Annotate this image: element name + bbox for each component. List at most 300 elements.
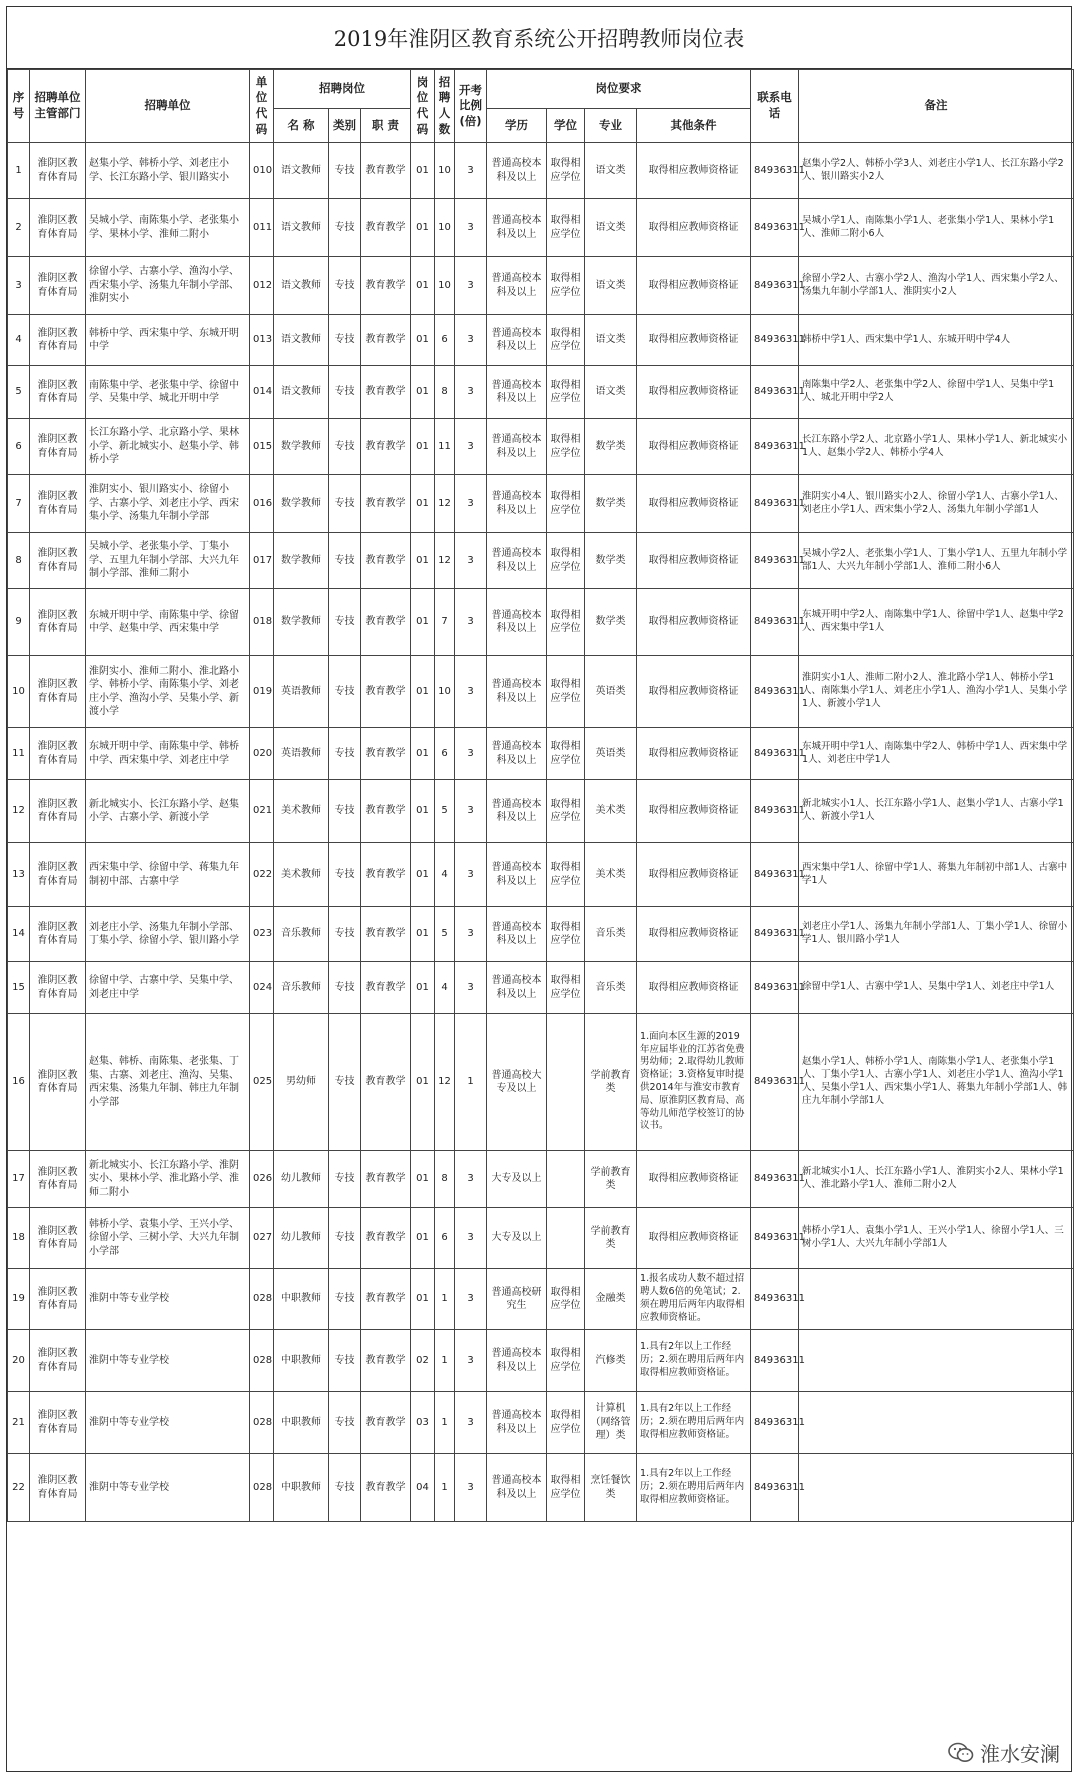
cell-ratio: 3 (455, 1330, 487, 1392)
cell-edu: 普通高校本科及以上 (487, 533, 547, 589)
cell-dept: 淮阴区教育体育局 (30, 843, 86, 907)
cell-edu: 普通高校本科及以上 (487, 907, 547, 962)
cell-major: 烹饪餐饮类 (585, 1454, 637, 1522)
cell-seq: 4 (8, 315, 30, 366)
cell-pos-name: 语文教师 (274, 143, 329, 199)
cell-note: 新北城实小1人、长江东路小学1人、赵集小学1人、古寨小学1人、新渡小学1人 (799, 780, 1074, 843)
cell-dept: 淮阴区教育体育局 (30, 1330, 86, 1392)
cell-phone: 84936311 (751, 1454, 799, 1522)
cell-pos-code: 01 (411, 907, 435, 962)
cell-degree: 取得相应学位 (547, 843, 585, 907)
header-dept: 招聘单位主管部门 (30, 70, 86, 143)
cell-unit-code: 010 (250, 143, 274, 199)
header-pos-code: 岗位代码 (411, 70, 435, 143)
cell-unit: 徐留小学、古寨小学、渔沟小学、西宋集小学、汤集九年制小学部、淮阴实小 (86, 257, 250, 315)
cell-unit-code: 027 (250, 1208, 274, 1269)
cell-note: 刘老庄小学1人、汤集九年制小学部1人、丁集小学1人、徐留小学1人、银川路小学1人 (799, 907, 1074, 962)
cell-seq: 1 (8, 143, 30, 199)
header-requirements-group: 岗位要求 (487, 70, 751, 109)
cell-count: 10 (435, 257, 455, 315)
cell-degree: 取得相应学位 (547, 475, 585, 533)
cell-degree (547, 1014, 585, 1151)
cell-count: 10 (435, 143, 455, 199)
cell-count: 6 (435, 315, 455, 366)
cell-note: 赵集小学1人、韩桥小学1人、南陈集小学1人、老张集小学1人、丁集小学1人、古寨小学1人、刘老庄小学1人、渔沟小学1人、吴集小学1人、西宋集小学1人、蒋集九年制小学部1人、韩庄九年制小学部1人 (799, 1014, 1074, 1151)
cell-ratio: 3 (455, 366, 487, 419)
cell-ratio: 3 (455, 1269, 487, 1330)
cell-ratio: 3 (455, 907, 487, 962)
cell-degree (547, 1208, 585, 1269)
cell-pos-code: 01 (411, 475, 435, 533)
cell-degree: 取得相应学位 (547, 907, 585, 962)
cell-note: 淮阴实小1人、淮师二附小2人、淮北路小学1人、韩桥小学1人、南陈集小学1人、刘老庄小学1人、渔沟小学1人、吴集小学1人、新渡小学1人 (799, 656, 1074, 728)
cell-seq: 2 (8, 199, 30, 257)
table-row (8, 780, 1074, 843)
cell-unit: 西宋集中学、徐留中学、蒋集九年制初中部、古寨中学 (86, 843, 250, 907)
cell-count: 10 (435, 656, 455, 728)
table-row (8, 589, 1074, 656)
cell-count: 12 (435, 475, 455, 533)
cell-ratio: 1 (455, 1014, 487, 1151)
cell-pos-duty: 教育教学 (361, 780, 411, 843)
cell-edu: 普通高校本科及以上 (487, 419, 547, 475)
cell-unit: 刘老庄小学、汤集九年制小学部、丁集小学、徐留小学、银川路小学 (86, 907, 250, 962)
cell-ratio: 3 (455, 143, 487, 199)
cell-major: 音乐类 (585, 907, 637, 962)
cell-unit: 南陈集中学、老张集中学、徐留中学、吴集中学、城北开明中学 (86, 366, 250, 419)
cell-ratio: 3 (455, 1454, 487, 1522)
cell-phone: 84936311 (751, 1392, 799, 1454)
cell-degree: 取得相应学位 (547, 315, 585, 366)
cell-unit-code: 013 (250, 315, 274, 366)
cell-pos-name: 中职教师 (274, 1269, 329, 1330)
cell-major: 数学类 (585, 419, 637, 475)
table-row (8, 143, 1074, 199)
cell-dept: 淮阴区教育体育局 (30, 1014, 86, 1151)
header-unit-code: 单位代码 (250, 70, 274, 143)
cell-pos-code: 01 (411, 315, 435, 366)
cell-note: 徐留中学1人、古寨中学1人、吴集中学1人、刘老庄中学1人 (799, 962, 1074, 1014)
cell-count: 1 (435, 1269, 455, 1330)
cell-pos-duty: 教育教学 (361, 656, 411, 728)
cell-unit: 韩桥中学、西宋集中学、东城开明中学 (86, 315, 250, 366)
cell-pos-type: 专技 (329, 1151, 361, 1208)
cell-pos-type: 专技 (329, 366, 361, 419)
cell-major: 英语类 (585, 728, 637, 780)
header-pos-duty: 职 责 (361, 109, 411, 143)
cell-note (799, 1454, 1074, 1522)
cell-degree: 取得相应学位 (547, 780, 585, 843)
cell-note: 韩桥中学1人、西宋集中学1人、东城开明中学4人 (799, 315, 1074, 366)
cell-edu: 普通高校本科及以上 (487, 1392, 547, 1454)
cell-pos-duty: 教育教学 (361, 1454, 411, 1522)
cell-major: 汽修类 (585, 1330, 637, 1392)
cell-pos-duty: 教育教学 (361, 533, 411, 589)
table-row (8, 1392, 1074, 1454)
cell-seq: 10 (8, 656, 30, 728)
cell-degree: 取得相应学位 (547, 1330, 585, 1392)
cell-edu: 普通高校研究生 (487, 1269, 547, 1330)
cell-pos-duty: 教育教学 (361, 475, 411, 533)
cell-ratio: 3 (455, 315, 487, 366)
cell-degree: 取得相应学位 (547, 257, 585, 315)
cell-edu: 普通高校本科及以上 (487, 1454, 547, 1522)
cell-unit: 吴城小学、老张集小学、丁集小学、五里九年制小学部、大兴九年制小学部、淮师二附小 (86, 533, 250, 589)
cell-dept: 淮阴区教育体育局 (30, 143, 86, 199)
cell-unit-code: 020 (250, 728, 274, 780)
recruitment-sheet (6, 6, 1072, 1772)
cell-seq: 17 (8, 1151, 30, 1208)
header-major: 专业 (585, 109, 637, 143)
cell-unit: 东城开明中学、南陈集中学、徐留中学、赵集中学、西宋集中学 (86, 589, 250, 656)
cell-ratio: 3 (455, 533, 487, 589)
cell-major: 计算机（网络管理）类 (585, 1392, 637, 1454)
cell-pos-type: 专技 (329, 419, 361, 475)
cell-pos-code: 01 (411, 419, 435, 475)
cell-pos-code: 01 (411, 656, 435, 728)
table-row (8, 366, 1074, 419)
cell-count: 11 (435, 419, 455, 475)
cell-seq: 14 (8, 907, 30, 962)
cell-phone: 84936311 (751, 533, 799, 589)
cell-major: 美术类 (585, 843, 637, 907)
cell-pos-name: 美术教师 (274, 843, 329, 907)
cell-dept: 淮阴区教育体育局 (30, 1454, 86, 1522)
cell-pos-name: 男幼师 (274, 1014, 329, 1151)
cell-note: 新北城实小1人、长江东路小学1人、淮阴实小2人、果林小学1人、淮北路小学1人、淮师二附小2人 (799, 1151, 1074, 1208)
cell-phone: 84936311 (751, 315, 799, 366)
cell-pos-name: 中职教师 (274, 1330, 329, 1392)
cell-unit-code: 028 (250, 1392, 274, 1454)
cell-pos-name: 中职教师 (274, 1392, 329, 1454)
cell-degree: 取得相应学位 (547, 199, 585, 257)
cell-pos-duty: 教育教学 (361, 366, 411, 419)
cell-other: 取得相应教师资格证 (637, 257, 751, 315)
cell-count: 5 (435, 907, 455, 962)
table-row (8, 315, 1074, 366)
header-other: 其他条件 (637, 109, 751, 143)
cell-phone: 84936311 (751, 656, 799, 728)
cell-note: 南陈集中学2人、老张集中学2人、徐留中学1人、吴集中学1人、城北开明中学2人 (799, 366, 1074, 419)
cell-phone: 84936311 (751, 589, 799, 656)
cell-unit: 淮阴实小、银川路实小、徐留小学、古寨小学、刘老庄小学、西宋集小学、汤集九年制小学部 (86, 475, 250, 533)
cell-major: 金融类 (585, 1269, 637, 1330)
cell-pos-type: 专技 (329, 962, 361, 1014)
cell-pos-type: 专技 (329, 1269, 361, 1330)
cell-seq: 9 (8, 589, 30, 656)
cell-count: 7 (435, 589, 455, 656)
cell-pos-code: 01 (411, 589, 435, 656)
cell-unit-code: 016 (250, 475, 274, 533)
cell-count: 8 (435, 1151, 455, 1208)
cell-pos-name: 数学教师 (274, 419, 329, 475)
cell-unit: 新北城实小、长江东路小学、赵集小学、古寨小学、新渡小学 (86, 780, 250, 843)
cell-edu: 普通高校本科及以上 (487, 475, 547, 533)
cell-unit-code: 019 (250, 656, 274, 728)
cell-seq: 6 (8, 419, 30, 475)
cell-note: 东城开明中学1人、南陈集中学2人、韩桥中学1人、西宋集中学1人、刘老庄中学1人 (799, 728, 1074, 780)
cell-pos-name: 幼儿教师 (274, 1151, 329, 1208)
cell-unit-code: 015 (250, 419, 274, 475)
cell-degree: 取得相应学位 (547, 962, 585, 1014)
table-row (8, 419, 1074, 475)
cell-pos-duty: 教育教学 (361, 1330, 411, 1392)
cell-dept: 淮阴区教育体育局 (30, 780, 86, 843)
table-row (8, 962, 1074, 1014)
cell-other: 取得相应教师资格证 (637, 728, 751, 780)
cell-unit: 淮阴中等专业学校 (86, 1392, 250, 1454)
cell-count: 6 (435, 1208, 455, 1269)
cell-other: 1.具有2年以上工作经历；2.须在聘用后两年内取得相应教师资格证。 (637, 1330, 751, 1392)
cell-pos-duty: 教育教学 (361, 1269, 411, 1330)
cell-pos-code: 01 (411, 257, 435, 315)
cell-major: 美术类 (585, 780, 637, 843)
cell-seq: 8 (8, 533, 30, 589)
header-pos-type: 类别 (329, 109, 361, 143)
cell-phone: 84936311 (751, 1330, 799, 1392)
cell-ratio: 3 (455, 419, 487, 475)
cell-seq: 13 (8, 843, 30, 907)
cell-pos-duty: 教育教学 (361, 257, 411, 315)
cell-note: 东城开明中学2人、南陈集中学1人、徐留中学1人、赵集中学2人、西宋集中学1人 (799, 589, 1074, 656)
table-row (8, 1330, 1074, 1392)
cell-dept: 淮阴区教育体育局 (30, 1151, 86, 1208)
cell-pos-name: 英语教师 (274, 656, 329, 728)
cell-pos-name: 数学教师 (274, 533, 329, 589)
cell-other: 取得相应教师资格证 (637, 475, 751, 533)
cell-unit: 长江东路小学、北京路小学、果林小学、新北城实小、赵集小学、韩桥小学 (86, 419, 250, 475)
table-row (8, 1151, 1074, 1208)
cell-phone: 84936311 (751, 780, 799, 843)
cell-pos-type: 专技 (329, 143, 361, 199)
cell-other: 取得相应教师资格证 (637, 656, 751, 728)
cell-other: 取得相应教师资格证 (637, 1151, 751, 1208)
table-row (8, 199, 1074, 257)
cell-note (799, 1330, 1074, 1392)
cell-dept: 淮阴区教育体育局 (30, 366, 86, 419)
cell-unit-code: 018 (250, 589, 274, 656)
cell-pos-type: 专技 (329, 533, 361, 589)
cell-other: 1.具有2年以上工作经历；2.须在聘用后两年内取得相应教师资格证。 (637, 1454, 751, 1522)
cell-edu: 普通高校本科及以上 (487, 589, 547, 656)
cell-seq: 16 (8, 1014, 30, 1151)
cell-major: 语文类 (585, 199, 637, 257)
cell-pos-duty: 教育教学 (361, 1208, 411, 1269)
cell-pos-code: 04 (411, 1454, 435, 1522)
cell-pos-type: 专技 (329, 1014, 361, 1151)
table-row (8, 907, 1074, 962)
table-row (8, 533, 1074, 589)
cell-ratio: 3 (455, 728, 487, 780)
cell-seq: 7 (8, 475, 30, 533)
cell-pos-duty: 教育教学 (361, 843, 411, 907)
cell-pos-name: 语文教师 (274, 199, 329, 257)
cell-pos-code: 01 (411, 728, 435, 780)
cell-note: 长江东路小学2人、北京路小学1人、果林小学1人、新北城实小1人、赵集小学2人、韩桥小学4人 (799, 419, 1074, 475)
cell-ratio: 3 (455, 656, 487, 728)
cell-seq: 11 (8, 728, 30, 780)
cell-dept: 淮阴区教育体育局 (30, 199, 86, 257)
cell-edu: 普通高校本科及以上 (487, 780, 547, 843)
cell-dept: 淮阴区教育体育局 (30, 475, 86, 533)
cell-pos-duty: 教育教学 (361, 1014, 411, 1151)
cell-other: 取得相应教师资格证 (637, 419, 751, 475)
cell-unit: 徐留中学、古寨中学、吴集中学、刘老庄中学 (86, 962, 250, 1014)
cell-note: 淮阴实小4人、银川路实小2人、徐留小学1人、古寨小学1人、刘老庄小学1人、西宋集小学2人、汤集九年制小学部1人 (799, 475, 1074, 533)
header-seq: 序号 (8, 70, 30, 143)
table-row (8, 843, 1074, 907)
cell-note: 吴城小学2人、老张集小学1人、丁集小学1人、五里九年制小学部1人、大兴九年制小学部1人、淮师二附小6人 (799, 533, 1074, 589)
cell-major: 学前教育类 (585, 1151, 637, 1208)
cell-pos-code: 01 (411, 1014, 435, 1151)
cell-edu: 普通高校本科及以上 (487, 1330, 547, 1392)
header-pos-name: 名 称 (274, 109, 329, 143)
cell-unit-code: 022 (250, 843, 274, 907)
cell-dept: 淮阴区教育体育局 (30, 728, 86, 780)
cell-major: 学前教育类 (585, 1208, 637, 1269)
cell-pos-duty: 教育教学 (361, 199, 411, 257)
cell-unit: 赵集小学、韩桥小学、刘老庄小学、长江东路小学、银川路实小 (86, 143, 250, 199)
cell-dept: 淮阴区教育体育局 (30, 656, 86, 728)
cell-degree: 取得相应学位 (547, 143, 585, 199)
cell-seq: 20 (8, 1330, 30, 1392)
cell-unit-code: 025 (250, 1014, 274, 1151)
cell-unit-code: 026 (250, 1151, 274, 1208)
cell-unit: 吴城小学、南陈集小学、老张集小学、果林小学、淮师二附小 (86, 199, 250, 257)
cell-phone: 84936311 (751, 1151, 799, 1208)
cell-pos-duty: 教育教学 (361, 962, 411, 1014)
cell-pos-type: 专技 (329, 1208, 361, 1269)
cell-note: 徐留小学2人、古寨小学2人、渔沟小学1人、西宋集小学2人、汤集九年制小学部1人、淮阴实小2人 (799, 257, 1074, 315)
cell-count: 5 (435, 780, 455, 843)
cell-dept: 淮阴区教育体育局 (30, 589, 86, 656)
cell-pos-type: 专技 (329, 199, 361, 257)
cell-seq: 19 (8, 1269, 30, 1330)
cell-unit-code: 021 (250, 780, 274, 843)
cell-ratio: 3 (455, 257, 487, 315)
cell-pos-code: 01 (411, 962, 435, 1014)
cell-pos-duty: 教育教学 (361, 589, 411, 656)
cell-phone: 84936311 (751, 257, 799, 315)
cell-pos-type: 专技 (329, 589, 361, 656)
cell-pos-type: 专技 (329, 656, 361, 728)
cell-pos-code: 01 (411, 780, 435, 843)
cell-phone: 84936311 (751, 199, 799, 257)
cell-count: 8 (435, 366, 455, 419)
cell-degree: 取得相应学位 (547, 366, 585, 419)
cell-unit-code: 028 (250, 1330, 274, 1392)
cell-pos-duty: 教育教学 (361, 419, 411, 475)
cell-major: 数学类 (585, 533, 637, 589)
cell-other: 取得相应教师资格证 (637, 962, 751, 1014)
cell-unit-code: 014 (250, 366, 274, 419)
cell-pos-code: 01 (411, 843, 435, 907)
cell-phone: 84936311 (751, 843, 799, 907)
cell-dept: 淮阴区教育体育局 (30, 533, 86, 589)
cell-degree: 取得相应学位 (547, 1392, 585, 1454)
cell-unit-code: 028 (250, 1454, 274, 1522)
cell-pos-type: 专技 (329, 475, 361, 533)
wechat-icon (948, 1742, 974, 1764)
cell-unit: 韩桥小学、袁集小学、王兴小学、徐留小学、三树小学、大兴九年制小学部 (86, 1208, 250, 1269)
cell-count: 12 (435, 533, 455, 589)
cell-major: 语文类 (585, 315, 637, 366)
cell-pos-name: 数学教师 (274, 475, 329, 533)
cell-phone: 84936311 (751, 366, 799, 419)
header-unit: 招聘单位 (86, 70, 250, 143)
cell-pos-type: 专技 (329, 1330, 361, 1392)
cell-count: 4 (435, 843, 455, 907)
cell-dept: 淮阴区教育体育局 (30, 1208, 86, 1269)
cell-unit-code: 024 (250, 962, 274, 1014)
cell-count: 6 (435, 728, 455, 780)
cell-major: 语文类 (585, 366, 637, 419)
cell-other: 1.报名成功人数不超过招聘人数6倍的免笔试；2.须在聘用后两年内取得相应教师资格证。 (637, 1269, 751, 1330)
cell-dept: 淮阴区教育体育局 (30, 419, 86, 475)
cell-phone: 84936311 (751, 475, 799, 533)
table-row (8, 1208, 1074, 1269)
cell-seq: 15 (8, 962, 30, 1014)
cell-major: 英语类 (585, 656, 637, 728)
cell-ratio: 3 (455, 1208, 487, 1269)
cell-pos-name: 幼儿教师 (274, 1208, 329, 1269)
cell-pos-code: 01 (411, 1208, 435, 1269)
cell-degree: 取得相应学位 (547, 1454, 585, 1522)
cell-pos-duty: 教育教学 (361, 728, 411, 780)
cell-other: 取得相应教师资格证 (637, 1208, 751, 1269)
cell-unit: 淮阴中等专业学校 (86, 1454, 250, 1522)
cell-pos-name: 英语教师 (274, 728, 329, 780)
cell-unit-code: 023 (250, 907, 274, 962)
cell-degree: 取得相应学位 (547, 656, 585, 728)
table-row (8, 656, 1074, 728)
cell-edu: 普通高校本科及以上 (487, 143, 547, 199)
cell-unit: 赵集、韩桥、南陈集、老张集、丁集、古寨、刘老庄、渔沟、吴集、西宋集、汤集九年制、韩庄九年制小学部 (86, 1014, 250, 1151)
cell-other: 取得相应教师资格证 (637, 366, 751, 419)
cell-edu: 大专及以上 (487, 1208, 547, 1269)
cell-pos-code: 01 (411, 366, 435, 419)
cell-note: 西宋集中学1人、徐留中学1人、蒋集九年制初中部1人、古寨中学1人 (799, 843, 1074, 907)
cell-pos-code: 01 (411, 1269, 435, 1330)
cell-ratio: 3 (455, 780, 487, 843)
cell-pos-type: 专技 (329, 907, 361, 962)
cell-seq: 21 (8, 1392, 30, 1454)
cell-phone: 84936311 (751, 1269, 799, 1330)
cell-pos-type: 专技 (329, 728, 361, 780)
cell-pos-name: 语文教师 (274, 366, 329, 419)
cell-edu: 大专及以上 (487, 1151, 547, 1208)
cell-ratio: 3 (455, 843, 487, 907)
cell-pos-code: 01 (411, 143, 435, 199)
cell-dept: 淮阴区教育体育局 (30, 907, 86, 962)
cell-ratio: 3 (455, 199, 487, 257)
table-body (8, 143, 1074, 1522)
header-notes: 备注 (799, 70, 1074, 143)
table-row (8, 1269, 1074, 1330)
cell-note (799, 1392, 1074, 1454)
header-position-group: 招聘岗位 (274, 70, 411, 109)
cell-count: 4 (435, 962, 455, 1014)
cell-edu: 普通高校本科及以上 (487, 257, 547, 315)
cell-other: 取得相应教师资格证 (637, 780, 751, 843)
cell-unit: 东城开明中学、南陈集中学、韩桥中学、西宋集中学、刘老庄中学 (86, 728, 250, 780)
cell-edu: 普通高校本科及以上 (487, 199, 547, 257)
cell-ratio: 3 (455, 1392, 487, 1454)
positions-table (7, 69, 1074, 1522)
cell-other: 取得相应教师资格证 (637, 315, 751, 366)
cell-degree (547, 1151, 585, 1208)
cell-unit-code: 017 (250, 533, 274, 589)
